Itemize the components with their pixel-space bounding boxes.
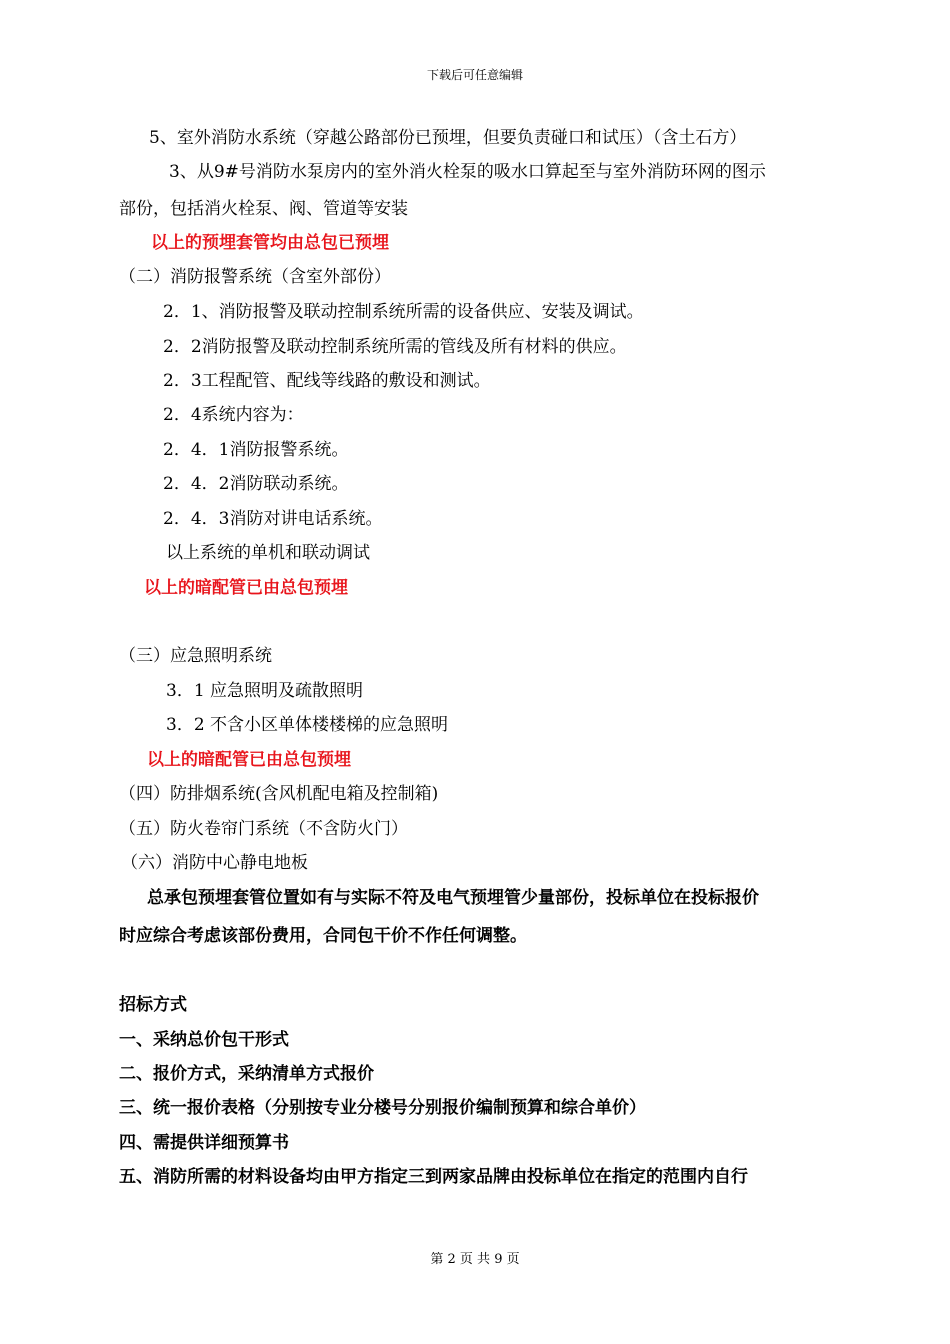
- item-pump-room-scope-cont: 部份，包括消火栓泵、阀、管道等安装: [119, 199, 408, 219]
- note-contract-price: 总承包预埋套管位置如有与实际不符及电气预埋管少量部份，投标单位在投标报价: [147, 888, 759, 908]
- tender-item-2: 二、报价方式，采纳清单方式报价: [119, 1064, 374, 1084]
- section-fire-shutter: （五）防火卷帘门系统（不含防火门）: [119, 819, 408, 839]
- item-3-1: 3．1 应急照明及疏散照明: [166, 681, 364, 701]
- item-2-4: 2．4系统内容为：: [163, 405, 304, 425]
- heading-tender-method: 招标方式: [119, 995, 187, 1015]
- item-2-1: 2．1、消防报警及联动控制系统所需的设备供应、安装及调试。: [163, 302, 644, 322]
- note-system-commissioning: 以上系统的单机和联动调试: [166, 543, 370, 563]
- item-2-4-3: 2．4．3消防对讲电话系统。: [163, 509, 383, 529]
- item-outdoor-fire-water: 5、室外消防水系统（穿越公路部份已预埋，但要负责碰口和试压）（含土石方）: [149, 128, 747, 148]
- item-2-3: 2．3工程配管、配线等线路的敷设和测试。: [163, 371, 491, 391]
- page-header: 下载后可任意编辑: [426, 68, 523, 82]
- section-fire-alarm: （二）消防报警系统（含室外部份）: [119, 267, 391, 287]
- page-number-footer: 第 2 页 共 9 页: [430, 1252, 520, 1267]
- note-conduit-preburied-2: 以上的暗配管已由总包预埋: [147, 750, 351, 770]
- item-3-2: 3．2 不含小区单体楼楼梯的应急照明: [166, 715, 449, 735]
- note-conduit-preburied-1: 以上的暗配管已由总包预埋: [144, 578, 348, 598]
- section-antistatic-floor: （六）消防中心静电地板: [121, 853, 308, 873]
- section-smoke-exhaust: （四）防排烟系统(含风机配电箱及控制箱): [119, 784, 439, 804]
- item-2-2: 2．2消防报警及联动控制系统所需的管线及所有材料的供应。: [163, 337, 627, 357]
- tender-item-3: 三、统一报价表格（分别按专业分楼号分别报价编制预算和综合单价）: [119, 1098, 646, 1118]
- tender-item-1: 一、采纳总价包干形式: [119, 1030, 289, 1050]
- note-contract-price-cont: 时应综合考虑该部份费用，合同包干价不作任何调整。: [119, 926, 527, 946]
- tender-item-5: 五、消防所需的材料设备均由甲方指定三到两家品牌由投标单位在指定的范围内自行: [119, 1167, 748, 1187]
- item-2-4-1: 2．4．1消防报警系统。: [163, 440, 349, 460]
- note-sleeves-preburied: 以上的预埋套管均由总包已预埋: [151, 233, 389, 253]
- item-2-4-2: 2．4．2消防联动系统。: [163, 474, 349, 494]
- section-emergency-lighting: （三）应急照明系统: [119, 646, 272, 666]
- item-pump-room-scope: 3、从9#号消防水泵房内的室外消火栓泵的吸水口算起至与室外消防环网的图示: [169, 162, 766, 182]
- tender-item-4: 四、需提供详细预算书: [119, 1133, 289, 1153]
